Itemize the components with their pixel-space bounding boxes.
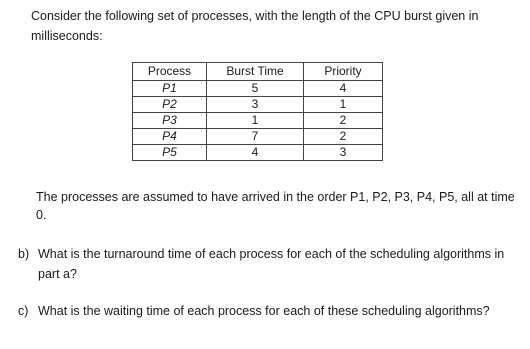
question-b: [18, 244, 518, 284]
question-letter: b): [18, 247, 30, 261]
cell-process: P4: [133, 129, 207, 145]
cell-process: P1: [133, 81, 207, 97]
cell-priority: 4: [304, 81, 383, 97]
table-row: [133, 145, 383, 161]
cell-process: P3: [133, 113, 207, 129]
table-row: [133, 81, 383, 97]
cell-burst-time: 1: [207, 113, 304, 129]
cell-priority: 2: [304, 129, 383, 145]
question-c: [18, 301, 518, 321]
cell-priority: 1: [304, 97, 383, 113]
cell-burst-time: 7: [207, 129, 304, 145]
question-text: What is the turnaround time of each process for each of the scheduling algorithms in part a?: [38, 247, 505, 281]
header-process: Process: [133, 63, 207, 81]
cell-burst-time: 4: [207, 145, 304, 161]
header-priority: Priority: [304, 63, 383, 81]
header-burst-time: Burst Time: [207, 63, 304, 81]
arrival-statement: The processes are assumed to have arrived in the order P1, P2, P3, P4, P5, all at time 0.: [36, 190, 515, 222]
question-text: What is the waiting time of each process for each of these scheduling algorithms?: [38, 304, 490, 318]
cell-process: P2: [133, 97, 207, 113]
table-header-row: [133, 63, 383, 81]
cell-process: P5: [133, 145, 207, 161]
question-letter: c): [18, 304, 29, 318]
cell-priority: 2: [304, 113, 383, 129]
process-table: [132, 62, 383, 161]
cell-burst-time: 5: [207, 81, 304, 97]
process-table-container: [132, 62, 383, 161]
cell-burst-time: 3: [207, 97, 304, 113]
table-row: [133, 97, 383, 113]
cell-priority: 3: [304, 145, 383, 161]
table-row: [133, 113, 383, 129]
table-row: [133, 129, 383, 145]
intro-paragraph: Consider the following set of processes, with the length of the CPU burst given in milliseconds:: [31, 9, 479, 43]
